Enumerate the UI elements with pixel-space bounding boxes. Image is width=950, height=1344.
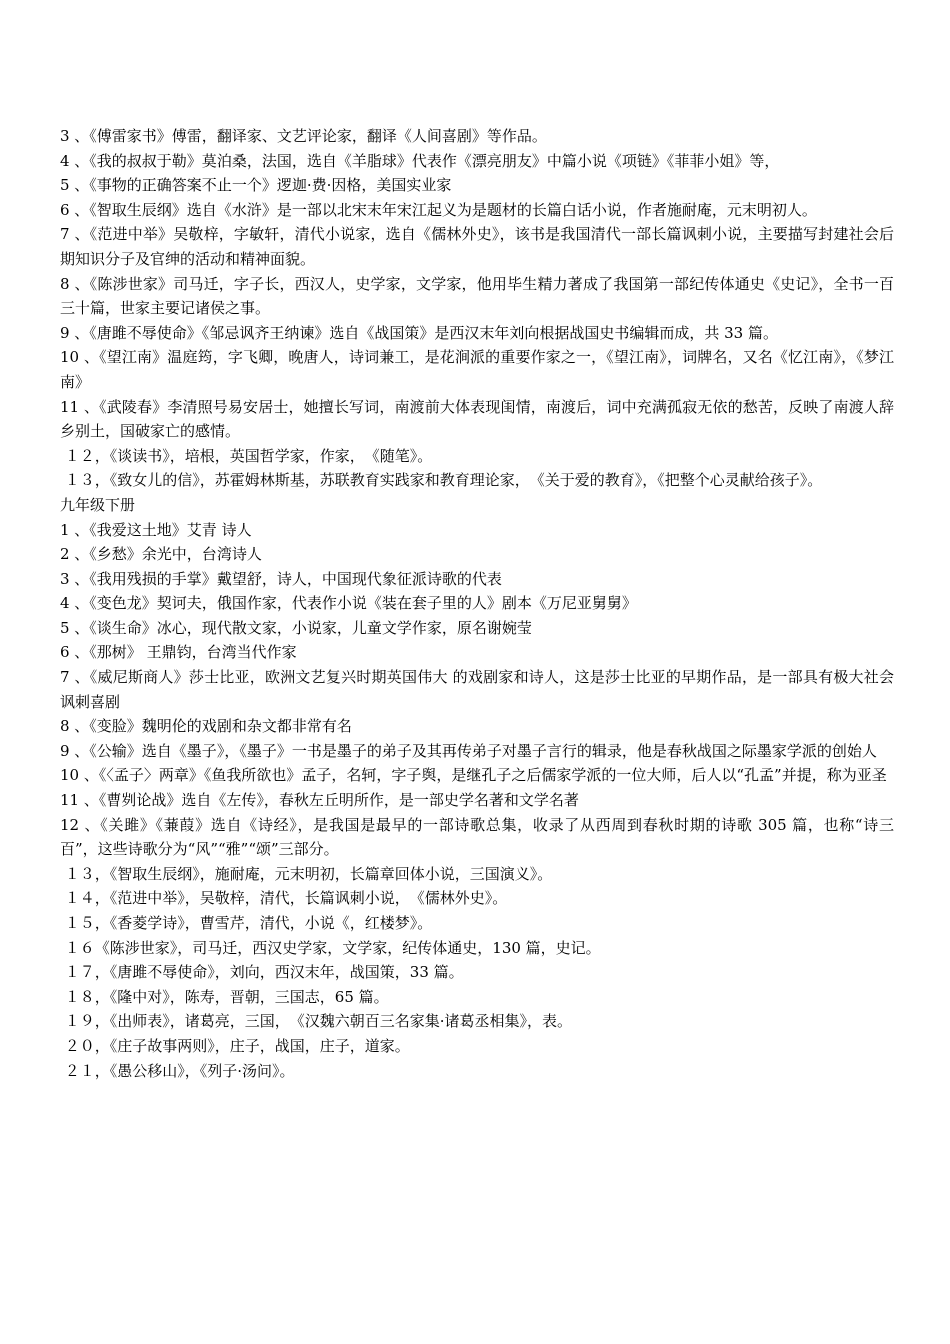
text-line-16: 4 、《变色龙》契诃夫，俄国作家，代表作小说《装在套子里的人》剧本《万尼亚舅舅》	[60, 594, 637, 613]
text-line-28: １６《陈涉世家》，司马迁，西汉史学家，文学家，纪传体通史，130 篇，史记。	[60, 938, 601, 957]
text-line-1: 3 、《傅雷家书》傅雷，翻译家、文艺评论家，翻译《人间喜剧》等作品。	[60, 127, 547, 145]
text-line-13: 1 、《我爱这土地》艾青 诗人	[60, 520, 252, 539]
text-line-27: １５，《香菱学诗》，曹雪芹，清代，小说《，红楼梦》。	[60, 914, 433, 932]
text-line-5: 7 、《范进中举》吴敬梓，字敏轩，清代小说家，选自《儒林外史》，该书是我国清代一部长篇讽刺小说，主要描写封建社会后期知识分子及官绅的活动和精神面貌。	[60, 225, 894, 268]
text-line-11: １３，《致女儿的信》，苏霍姆林斯基，苏联教育实践家和教育理论家， 《关于爱的教育》，《把整个心灵献给孩子》。	[60, 471, 823, 490]
text-line-4: 6 、《智取生辰纲》选自《水浒》是一部以北宋末年宋江起义为是题材的长篇白话小说，作者施耐庵，元末明初人。	[60, 200, 817, 219]
text-line-24: 12 、《关雎》《蒹葭》选自《诗经》，是我国是最早的一部诗歌总集，收录了从西周到春秋时期的诗歌 305 篇，也称“诗三百”，这些诗歌分为“风”“雅”“颂”三部分。	[60, 815, 894, 859]
text-line-25: １３，《智取生辰纲》，施耐庵，元末明初，长篇章回体小说，三国演义》。	[60, 864, 553, 883]
text-line-7: 9 、《唐雎不辱使命》《邹忌讽齐王纳谏》选自《战国策》是西汉末年刘向根据战国史书编辑而成，共 33 篇。	[60, 323, 778, 342]
text-line-23: 11 、《曹刿论战》选自《左传》，春秋左丘明所作，是一部史学名著和文学名著	[60, 791, 579, 810]
text-line-22: 10 、《〈孟子〉两章》《鱼我所欲也》孟子，名轲，字子舆，是继孔子之后儒家学派的一位大师，后人以“孔孟”并提，称为亚圣	[60, 766, 887, 785]
section-heading: 九年级下册	[60, 495, 136, 514]
text-line-9: 11 、《武陵春》李清照号易安居士，她擅长写词，南渡前大体表现闺情，南渡后，词中充满孤寂无依的愁苦，反映了南渡人辞乡别土，国破家亡的感情。	[60, 397, 894, 441]
text-line-6: 8 、《陈涉世家》司马迁，字子长，西汉人，史学家，文学家，他用毕生精力著成了我国第一部纪传体通史《史记》，全书一百三十篇，世家主要记诸侯之事。	[60, 274, 894, 318]
text-line-15: 3 、《我用残损的手掌》戴望舒，诗人，中国现代象征派诗歌的代表	[60, 569, 502, 588]
document-body	[60, 124, 894, 1083]
text-line-3: 5 、《事物的正确答案不止一个》逻迦·费·因格，美国实业家	[60, 176, 452, 195]
text-line-32: ２０，《庄子故事两则》，庄子，战国，庄子，道家。	[60, 1036, 410, 1055]
text-line-8: 10 、《望江南》温庭筠，字飞卿，晚唐人，诗词兼工，是花涧派的重要作家之一，《望江南》，词牌名，又名《忆江南》，《梦江南》	[60, 348, 894, 391]
text-line-2: 4 、《我的叔叔于勒》莫泊桑，法国，选自《羊脂球》代表作《漂亮朋友》中篇小说《项链》《菲菲小姐》等，	[60, 151, 780, 170]
text-line-10: １２，《谈读书》，培根，英国哲学家，作家， 《随笔》。	[60, 446, 433, 465]
text-line-26: １４，《范进中举》，吴敬梓，清代，长篇讽刺小说， 《儒林外史》。	[60, 889, 508, 908]
text-line-18: 6 、《那树》 王鼎钧，台湾当代作家	[60, 643, 297, 662]
text-line-33: ２１，《愚公移山》，《列子·汤问》。	[60, 1061, 295, 1080]
text-line-20: 8 、《变脸》魏明伦的戏剧和杂文都非常有名	[60, 717, 352, 736]
text-line-21: 9 、《公输》选自《墨子》，《墨子》一书是墨子的弟子及其再传弟子对墨子言行的辑录，他是春秋战国之际墨家学派的创始人	[60, 741, 877, 760]
text-line-14: 2 、《乡愁》余光中，台湾诗人	[60, 545, 262, 564]
text-line-19: 7 、《威尼斯商人》莎士比亚，欧洲文艺复兴时期英国伟大 的戏剧家和诗人，这是莎士比亚的早期作品，是一部具有极大社会讽刺喜剧	[60, 668, 894, 711]
text-line-31: １９，《出师表》，诸葛亮，三国， 《汉魏六朝百三名家集·诸葛丞相集》，表。	[60, 1012, 573, 1031]
text-line-17: 5 、《谈生命》冰心，现代散文家，小说家，儿童文学作家，原名谢婉莹	[60, 618, 532, 637]
text-line-30: １８，《隆中对》，陈寿，晋朝，三国志，65 篇。	[60, 987, 389, 1006]
text-line-29: １７，《唐雎不辱使命》，刘向，西汉末年，战国策，33 篇。	[60, 963, 464, 982]
